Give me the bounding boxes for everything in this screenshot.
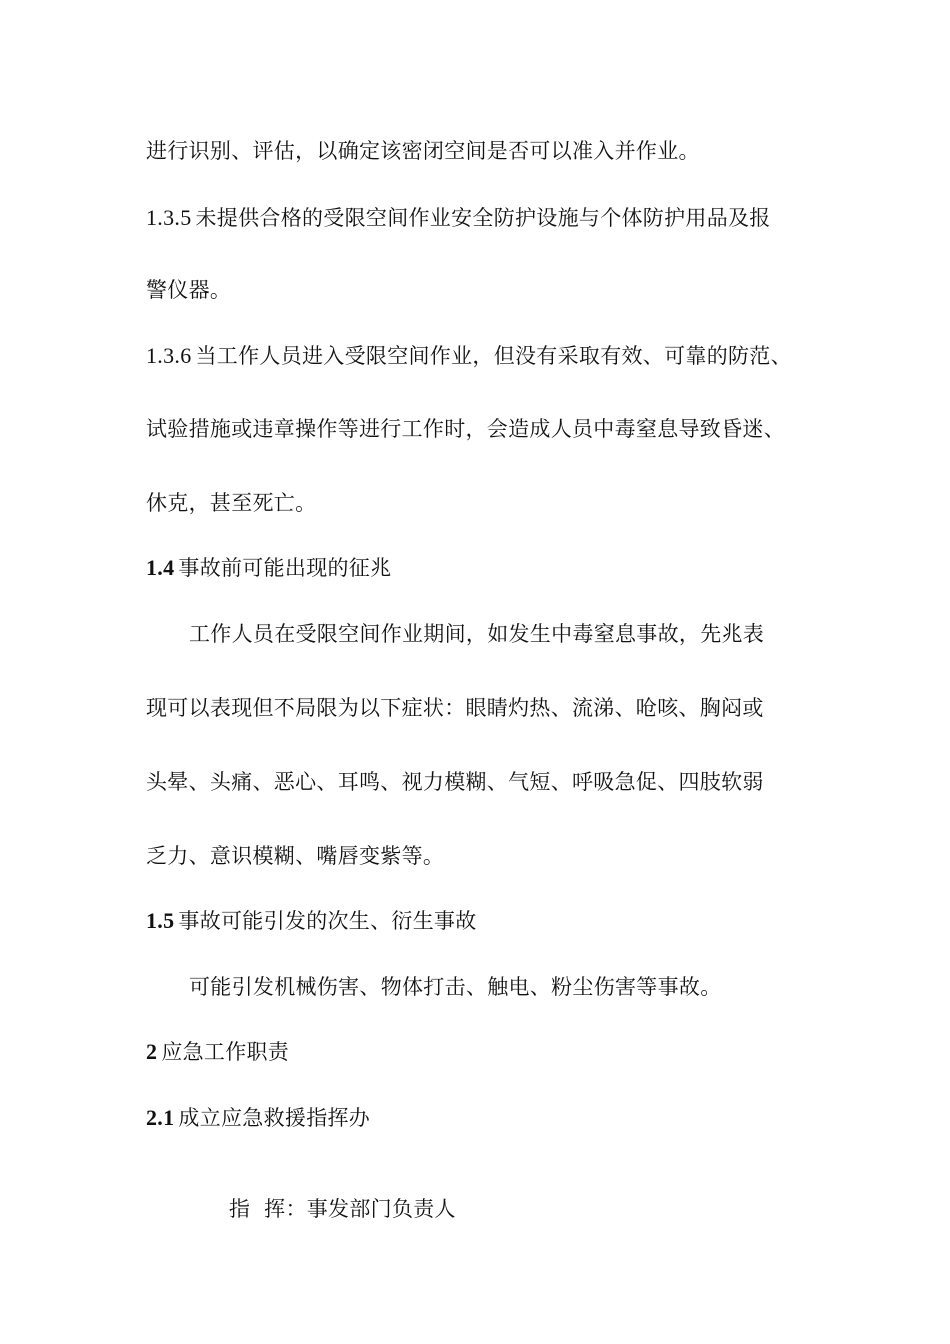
clause-number: 1.3.5 xyxy=(146,205,192,230)
clause-1-3-6 xyxy=(146,343,792,369)
clause-1-3-5 xyxy=(146,205,771,231)
section-heading-2-1 xyxy=(146,1105,370,1131)
section-heading-1-4 xyxy=(146,555,391,581)
line-text: 头晕、头痛、恶心、耳鸣、视力模糊、气短、呼吸急促、四肢软弱 xyxy=(146,770,764,794)
line-text: 未提供合格的受限空间作业安全防护设施与个体防护用品及报 xyxy=(195,206,771,230)
paragraph-line xyxy=(146,138,700,164)
paragraph-line xyxy=(146,277,231,303)
section-heading-1-5 xyxy=(146,908,477,934)
section-heading-2 xyxy=(146,1039,289,1065)
section-number: 1.5 xyxy=(146,908,175,933)
paragraph-line xyxy=(189,974,722,1000)
section-number: 2 xyxy=(146,1039,158,1064)
section-title: 事故可能引发的次生、衍生事故 xyxy=(178,909,477,933)
section-number: 1.4 xyxy=(146,555,175,580)
clause-number: 1.3.6 xyxy=(146,343,192,368)
section-number: 2.1 xyxy=(146,1105,175,1130)
line-text: 试验措施或违章操作等进行工作时，会造成人员中毒窒息导致昏迷、 xyxy=(146,417,785,441)
line-text: 休克，甚至死亡。 xyxy=(146,491,317,515)
paragraph-line xyxy=(146,695,764,721)
line-text: 当工作人员进入受限空间作业，但没有采取有效、可靠的防范、 xyxy=(195,344,792,368)
line-text: 现可以表现但不局限为以下症状：眼睛灼热、流涕、呛咳、胸闷或 xyxy=(146,696,764,720)
line-text: 可能引发机械伤害、物体打击、触电、粉尘伤害等事故。 xyxy=(189,975,722,999)
line-text: 警仪器。 xyxy=(146,278,232,302)
line-text: 乏力、意识模糊、嘴唇变紫等。 xyxy=(146,844,445,868)
line-text: 工作人员在受限空间作业期间，如发生中毒窒息事故，先兆表 xyxy=(189,622,765,646)
commander-line xyxy=(201,1170,456,1248)
paragraph-line xyxy=(189,621,764,647)
paragraph-line xyxy=(146,769,764,795)
paragraph-line xyxy=(146,843,444,869)
line-text: 指 挥：事发部门负责人 xyxy=(228,1197,456,1221)
paragraph-line xyxy=(146,490,316,516)
line-text: 进行识别、评估，以确定该密闭空间是否可以准入并作业。 xyxy=(146,139,700,163)
section-title: 事故前可能出现的征兆 xyxy=(178,556,392,580)
paragraph-line xyxy=(146,416,785,442)
section-title: 成立应急救援指挥办 xyxy=(178,1106,371,1130)
section-title: 应急工作职责 xyxy=(161,1040,290,1064)
